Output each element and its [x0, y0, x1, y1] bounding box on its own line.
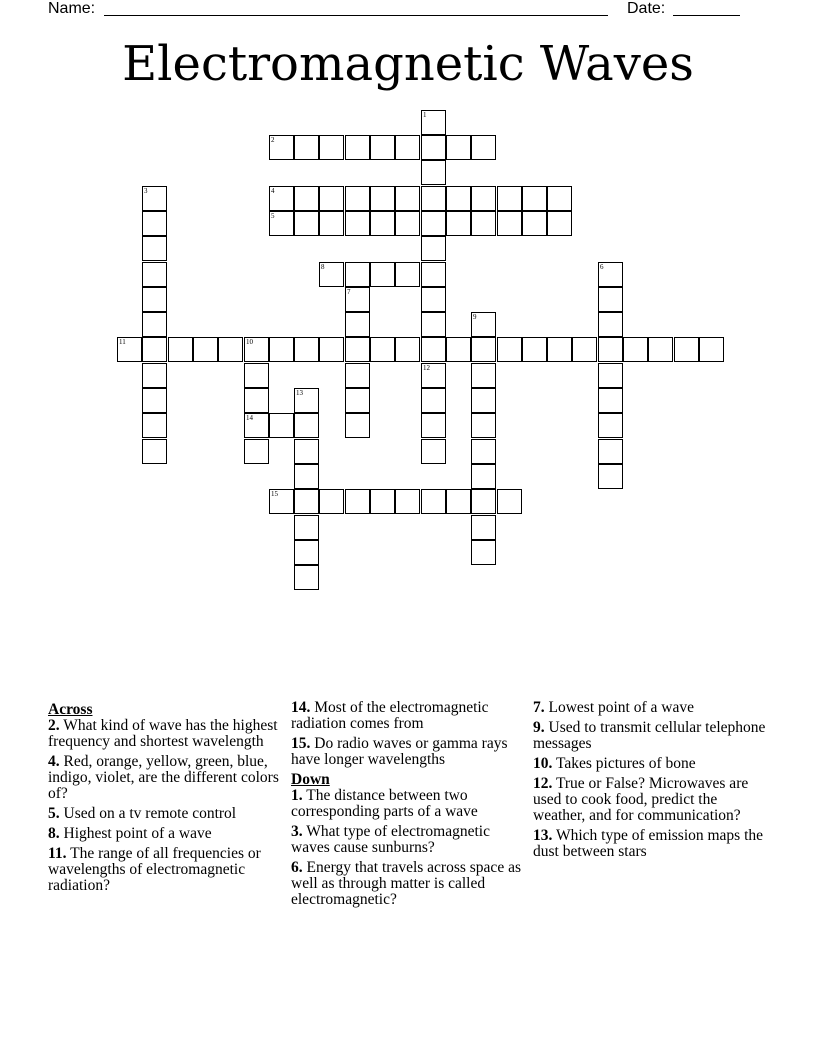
grid-cell[interactable] [471, 363, 496, 388]
grid-cell[interactable] [421, 439, 446, 464]
grid-cell[interactable] [446, 135, 471, 160]
clues-column-3 [533, 700, 768, 864]
grid-cell[interactable] [471, 312, 496, 337]
grid-cell[interactable] [471, 135, 496, 160]
grid-cell[interactable] [421, 388, 446, 413]
grid-cell[interactable] [269, 413, 294, 438]
grid-cell[interactable] [471, 515, 496, 540]
grid-cell[interactable] [370, 186, 395, 211]
grid-cell[interactable] [218, 337, 243, 362]
clue-item-number: 8. [48, 825, 60, 842]
clues-column-2 [291, 700, 526, 912]
grid-cell[interactable] [446, 186, 471, 211]
grid-cell[interactable] [471, 464, 496, 489]
grid-cell[interactable] [294, 186, 319, 211]
clue-item-number: 10. [533, 755, 553, 772]
grid-cell[interactable] [471, 540, 496, 565]
grid-cell[interactable] [345, 363, 370, 388]
grid-cell[interactable] [294, 211, 319, 236]
grid-cell[interactable] [244, 363, 269, 388]
grid-cell[interactable] [370, 135, 395, 160]
clue-item: 2. What kind of wave has the highest frequency and shortest wavelength [48, 717, 278, 750]
clue-item: 8. Highest point of a wave [48, 825, 212, 842]
grid-cell[interactable] [421, 211, 446, 236]
clue-number: 13 [296, 389, 303, 397]
grid-cell[interactable] [497, 211, 522, 236]
grid-cell[interactable] [572, 337, 597, 362]
grid-cell[interactable] [345, 489, 370, 514]
grid-cell[interactable] [294, 464, 319, 489]
grid-cell[interactable] [471, 388, 496, 413]
clue-item-number: 15. [291, 735, 311, 752]
grid-cell[interactable] [345, 186, 370, 211]
grid-cell[interactable] [598, 363, 623, 388]
grid-cell[interactable] [294, 565, 319, 590]
grid-cell[interactable] [269, 337, 294, 362]
grid-cell[interactable] [142, 287, 167, 312]
grid-cell[interactable] [370, 489, 395, 514]
grid-cell[interactable] [370, 262, 395, 287]
grid-cell[interactable] [395, 211, 420, 236]
clue-number: 10 [246, 338, 253, 346]
grid-cell[interactable] [117, 337, 142, 362]
grid-cell[interactable] [142, 211, 167, 236]
grid-cell[interactable] [421, 413, 446, 438]
clue-item: 9. Used to transmit cellular telephone messages [533, 719, 766, 752]
grid-cell[interactable] [446, 211, 471, 236]
grid-cell[interactable] [395, 337, 420, 362]
grid-cell[interactable] [497, 337, 522, 362]
grid-cell[interactable] [395, 262, 420, 287]
grid-cell[interactable] [395, 135, 420, 160]
clue-item: 4. Red, orange, yellow, green, blue, indigo, violet, are the different colors of? [48, 753, 279, 802]
grid-cell[interactable] [370, 211, 395, 236]
grid-cell[interactable] [421, 337, 446, 362]
grid-cell[interactable] [142, 388, 167, 413]
grid-cell[interactable] [547, 186, 572, 211]
grid-cell[interactable] [319, 489, 344, 514]
grid-cell[interactable] [497, 186, 522, 211]
grid-cell[interactable] [142, 312, 167, 337]
clue-number: 6 [600, 263, 604, 271]
grid-cell[interactable] [598, 312, 623, 337]
grid-cell[interactable] [395, 186, 420, 211]
grid-cell[interactable] [345, 287, 370, 312]
grid-cell[interactable] [522, 186, 547, 211]
grid-cell[interactable] [345, 337, 370, 362]
clue-item-number: 4. [48, 753, 60, 770]
clue-item-number: 12. [533, 775, 553, 792]
clue-item: 15. Do radio waves or gamma rays have longer wavelengths [291, 735, 508, 768]
grid-cell[interactable] [598, 413, 623, 438]
grid-cell[interactable] [269, 135, 294, 160]
date-label: Date: [627, 0, 666, 17]
grid-cell[interactable] [598, 287, 623, 312]
grid-cell[interactable] [193, 337, 218, 362]
clue-item: 13. Which type of emission maps the dust between stars [533, 827, 764, 860]
grid-cell[interactable] [319, 262, 344, 287]
clue-item: 11. The range of all frequencies or wavelengths of electromagnetic radiation? [48, 845, 261, 894]
grid-cell[interactable] [294, 515, 319, 540]
grid-cell[interactable] [471, 413, 496, 438]
grid-cell[interactable] [522, 337, 547, 362]
name-label: Name: [48, 0, 96, 17]
grid-cell[interactable] [421, 135, 446, 160]
grid-cell[interactable] [421, 262, 446, 287]
clue-item: 3. What type of electromagnetic waves cause sunburns? [291, 823, 490, 856]
page-title: Electromagnetic Waves [122, 36, 694, 92]
clue-item-number: 5. [48, 805, 60, 822]
grid-cell[interactable] [395, 489, 420, 514]
grid-cell[interactable] [319, 211, 344, 236]
clue-item-number: 3. [291, 823, 303, 840]
grid-cell[interactable] [598, 388, 623, 413]
clue-item: 1. The distance between two corresponding parts of a wave [291, 787, 478, 820]
grid-cell[interactable] [269, 489, 294, 514]
clue-item: 6. Energy that travels across space as well as through matter is called electromagnetic? [291, 859, 521, 908]
clue-item-number: 11. [48, 845, 67, 862]
grid-cell[interactable] [421, 363, 446, 388]
clue-number: 9 [473, 313, 477, 321]
grid-cell[interactable] [294, 413, 319, 438]
clue-item: 12. True or False? Microwaves are used to cook food, predict the weather, and for communication? [533, 775, 749, 824]
grid-cell[interactable] [269, 186, 294, 211]
grid-cell[interactable] [244, 337, 269, 362]
clue-number: 7 [347, 288, 351, 296]
grid-cell[interactable] [244, 388, 269, 413]
grid-cell[interactable] [142, 363, 167, 388]
clue-item-number: 6. [291, 859, 303, 876]
grid-cell[interactable] [699, 337, 724, 362]
grid-cell[interactable] [598, 337, 623, 362]
grid-cell[interactable] [471, 337, 496, 362]
grid-cell[interactable] [244, 413, 269, 438]
clues-column-1 [48, 700, 280, 898]
grid-cell[interactable] [294, 135, 319, 160]
grid-cell[interactable] [471, 489, 496, 514]
clue-number: 14 [246, 414, 253, 422]
clue-item-number: 2. [48, 717, 60, 734]
grid-cell[interactable] [547, 337, 572, 362]
grid-cell[interactable] [446, 337, 471, 362]
grid-cell[interactable] [345, 312, 370, 337]
grid-cell[interactable] [244, 439, 269, 464]
grid-cell[interactable] [598, 262, 623, 287]
clue-item-number: 14. [291, 699, 311, 716]
clue-item-number: 7. [533, 699, 545, 716]
grid-cell[interactable] [142, 337, 167, 362]
grid-cell[interactable] [598, 439, 623, 464]
grid-cell[interactable] [421, 110, 446, 135]
grid-cell[interactable] [446, 489, 471, 514]
grid-cell[interactable] [294, 439, 319, 464]
clue-item: 7. Lowest point of a wave [533, 699, 694, 716]
grid-cell[interactable] [142, 236, 167, 261]
grid-cell[interactable] [421, 236, 446, 261]
down-heading: Down [291, 771, 330, 788]
grid-cell[interactable] [319, 135, 344, 160]
grid-cell[interactable] [142, 439, 167, 464]
clue-item-number: 9. [533, 719, 545, 736]
clue-number: 4 [271, 187, 275, 195]
clue-number: 12 [423, 364, 430, 372]
grid-cell[interactable] [294, 489, 319, 514]
grid-cell[interactable] [522, 211, 547, 236]
clue-number: 1 [423, 111, 427, 119]
grid-cell[interactable] [345, 413, 370, 438]
grid-cell[interactable] [497, 489, 522, 514]
grid-cell[interactable] [370, 337, 395, 362]
grid-cell[interactable] [319, 186, 344, 211]
grid-cell[interactable] [471, 439, 496, 464]
grid-cell[interactable] [623, 337, 648, 362]
grid-cell[interactable] [345, 211, 370, 236]
grid-cell[interactable] [471, 186, 496, 211]
clue-number: 11 [119, 338, 126, 346]
grid-cell[interactable] [142, 413, 167, 438]
clue-item: 14. Most of the electromagnetic radiation comes from [291, 699, 489, 732]
grid-cell[interactable] [294, 388, 319, 413]
grid-cell[interactable] [345, 135, 370, 160]
grid-cell[interactable] [471, 211, 496, 236]
grid-cell[interactable] [345, 388, 370, 413]
grid-cell[interactable] [674, 337, 699, 362]
clue-item-number: 1. [291, 787, 303, 804]
clue-item: 5. Used on a tv remote control [48, 805, 237, 822]
clue-number: 3 [144, 187, 148, 195]
grid-cell[interactable] [421, 186, 446, 211]
grid-cell[interactable] [319, 337, 344, 362]
across-heading: Across [48, 701, 93, 718]
grid-cell[interactable] [598, 464, 623, 489]
grid-cell[interactable] [345, 262, 370, 287]
grid-cell[interactable] [168, 337, 193, 362]
clue-number: 15 [271, 490, 278, 498]
grid-cell[interactable] [421, 287, 446, 312]
clue-item-number: 13. [533, 827, 553, 844]
grid-cell[interactable] [142, 186, 167, 211]
grid-cell[interactable] [421, 312, 446, 337]
clue-number: 8 [321, 263, 325, 271]
clue-number: 5 [271, 212, 275, 220]
clue-item: 10. Takes pictures of bone [533, 755, 696, 772]
clue-number: 2 [271, 136, 275, 144]
grid-cell[interactable] [648, 337, 673, 362]
grid-cell[interactable] [142, 262, 167, 287]
grid-cell[interactable] [294, 540, 319, 565]
grid-cell[interactable] [294, 337, 319, 362]
grid-cell[interactable] [269, 211, 294, 236]
grid-cell[interactable] [421, 160, 446, 185]
grid-cell[interactable] [547, 211, 572, 236]
grid-cell[interactable] [421, 489, 446, 514]
